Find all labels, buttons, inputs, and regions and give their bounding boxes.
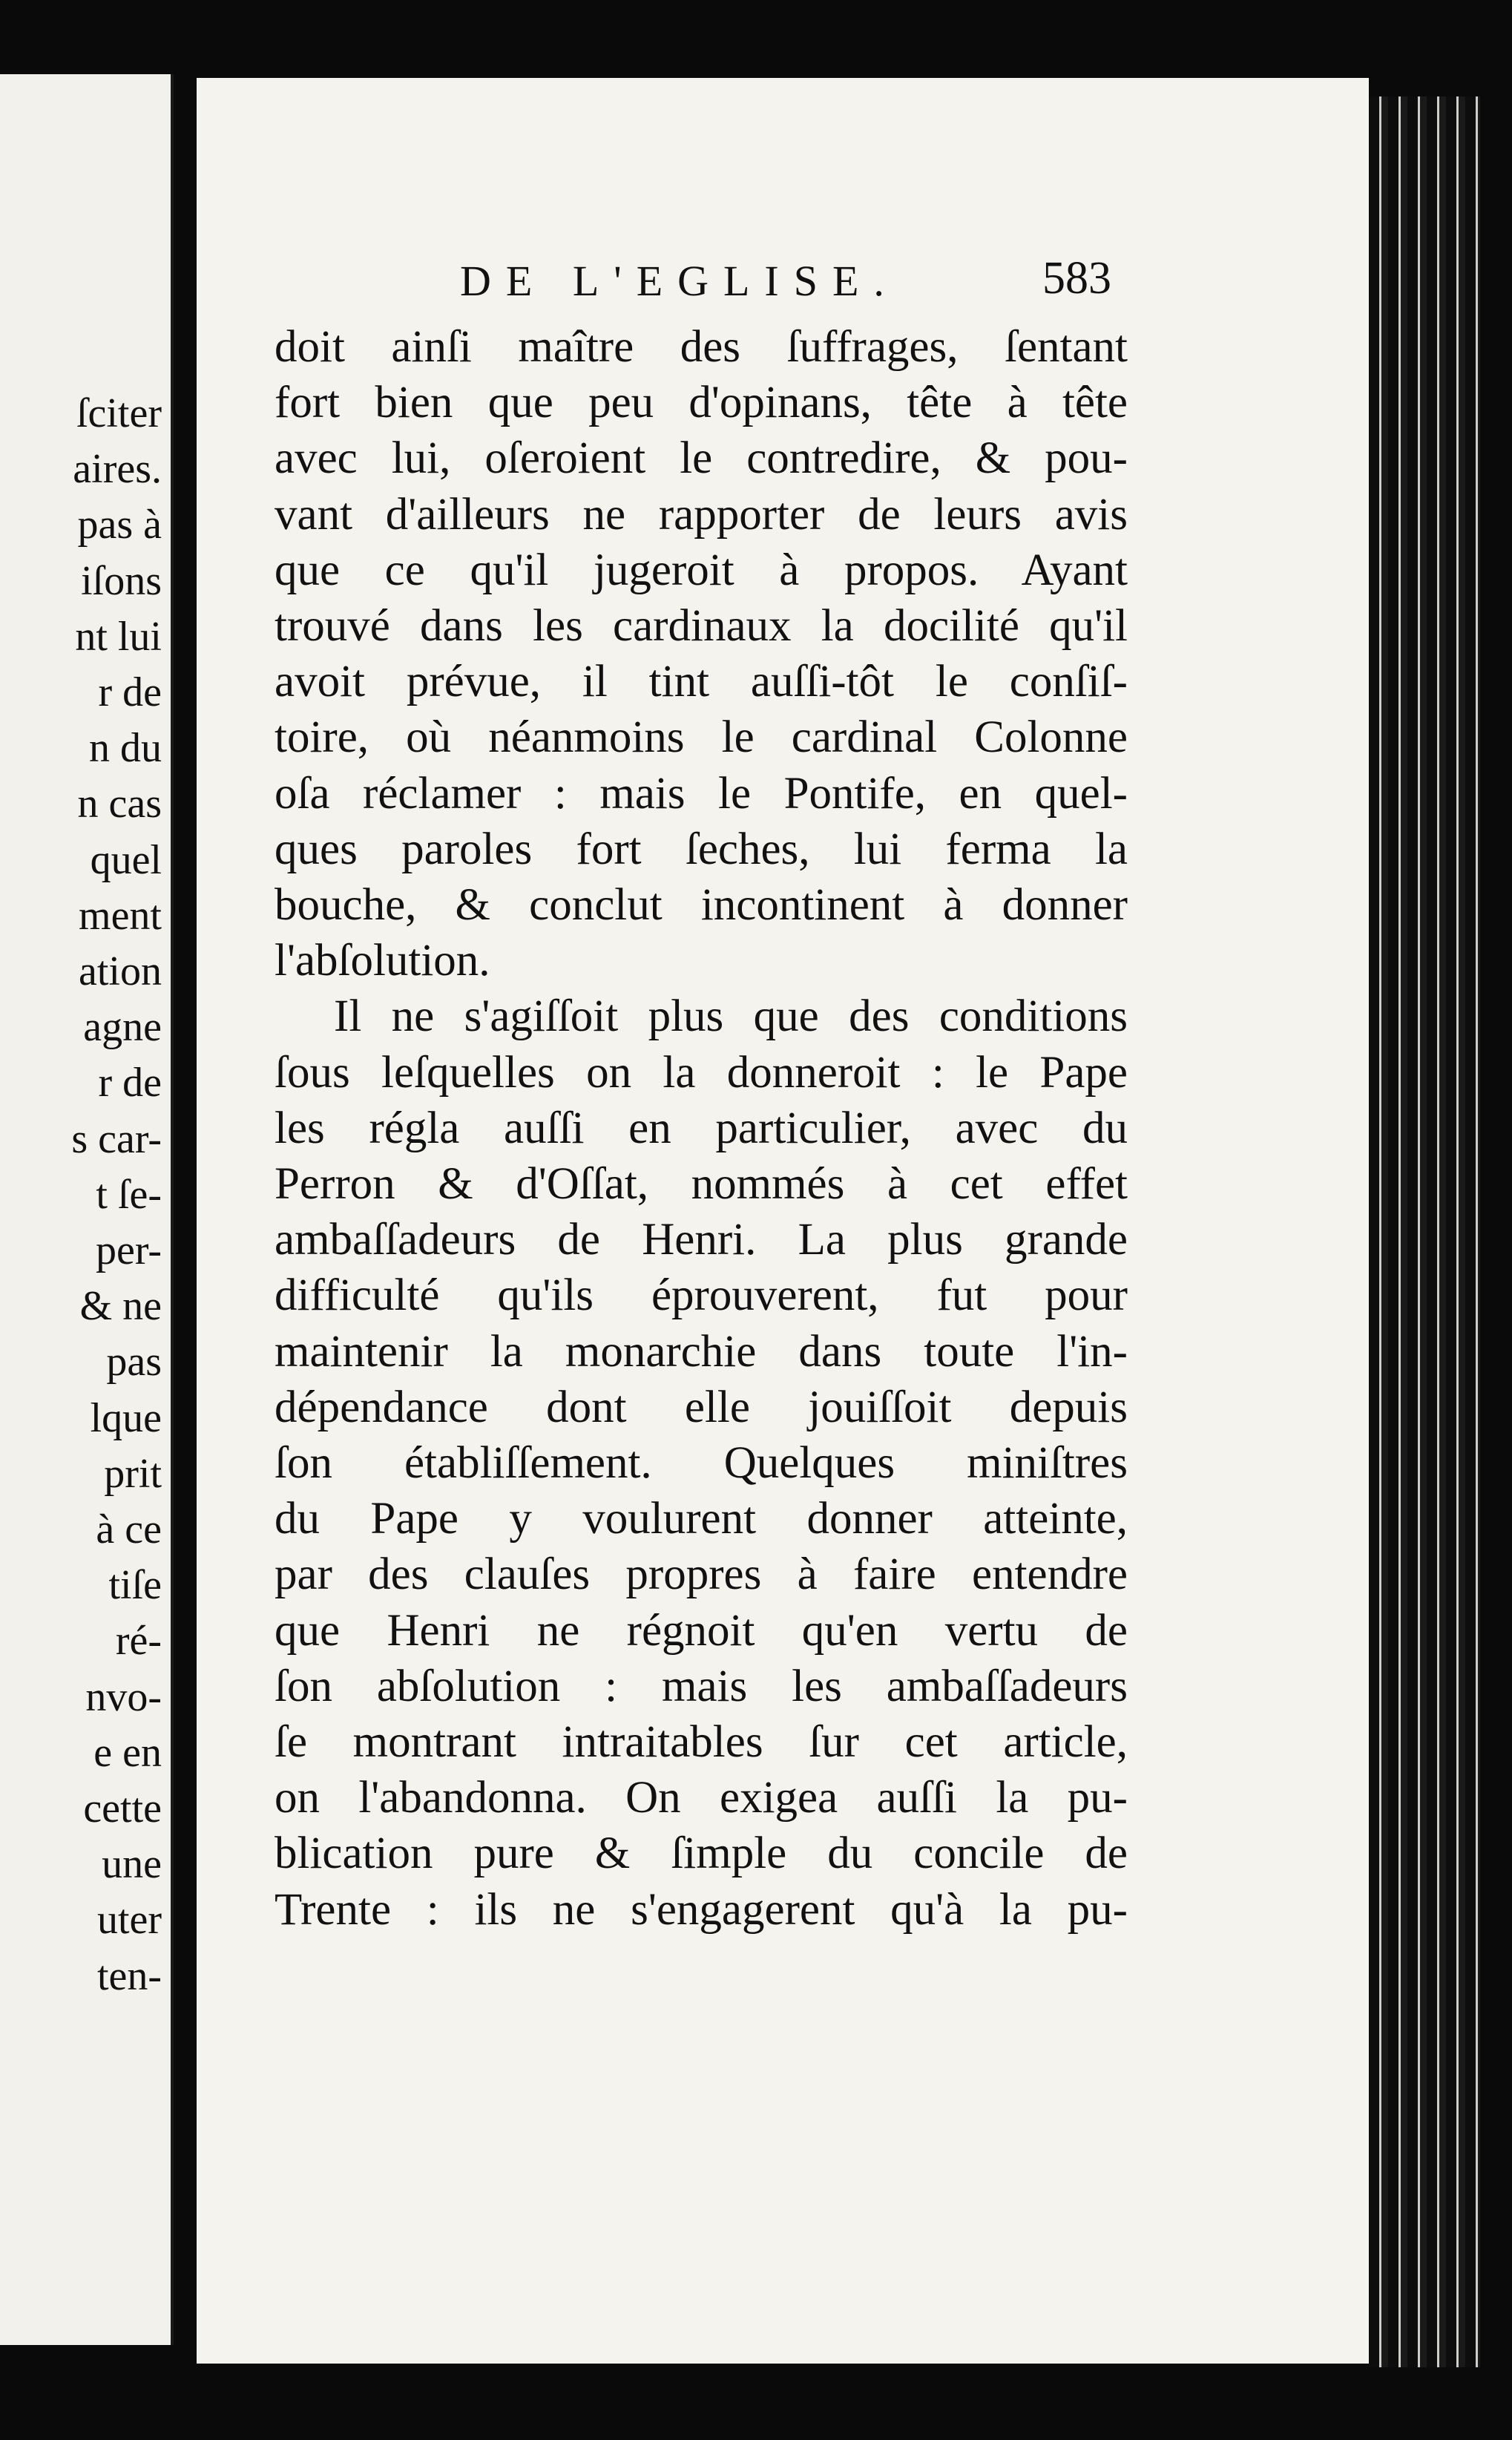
left-page-fragment: n cas bbox=[77, 781, 162, 827]
text-line: dépendance dont elle jouiſſoit depuis bbox=[275, 1382, 1128, 1432]
left-page-fragment: à ce bbox=[96, 1506, 162, 1553]
book-page-edges bbox=[1369, 96, 1480, 2367]
left-page-fragment: tiſe bbox=[108, 1562, 162, 1609]
text-line: trouvé dans les cardinaux la docilité qu'il bbox=[275, 601, 1128, 652]
text-line: fort bien que peu d'opinans, tête à tête bbox=[275, 378, 1128, 428]
left-page-fragment: per- bbox=[95, 1227, 162, 1274]
text-line: ſon établiſſement. Quelques miniſtres bbox=[275, 1438, 1128, 1489]
text-line: bouche, & conclut incontinent à donner bbox=[275, 880, 1128, 931]
body-text bbox=[275, 319, 1128, 1938]
left-page-fragment: r de bbox=[98, 669, 162, 716]
left-page-fragment: e en bbox=[93, 1729, 162, 1776]
text-line: que ce qu'il jugeroit à propos. Ayant bbox=[275, 545, 1128, 595]
text-line: du Pape y voulurent donner atteinte, bbox=[275, 1494, 1128, 1544]
text-line: difficulté qu'ils éprouverent, fut pour bbox=[275, 1270, 1128, 1321]
text-line: on l'abandonna. On exigea auſſi la pu- bbox=[275, 1773, 1128, 1823]
text-line: l'abſolution. bbox=[275, 936, 490, 986]
left-page-fragment: iſons bbox=[81, 557, 162, 604]
left-page-fragment: s car- bbox=[71, 1115, 162, 1162]
left-page-fragment: agne bbox=[83, 1004, 162, 1051]
left-page-fragment: nt lui bbox=[75, 613, 162, 660]
left-page-fragment: quel bbox=[90, 836, 162, 883]
text-line: avoit prévue, il tint auſſi-tôt le conſiſ- bbox=[275, 657, 1128, 707]
left-page-fragment: t ſe- bbox=[96, 1171, 162, 1218]
text-line: Perron & d'Oſſat, nommés à cet effet bbox=[275, 1159, 1128, 1210]
text-line: doit ainſi maître des ſuffrages, ſentant bbox=[275, 322, 1128, 372]
text-line: ſon abſolution : mais les ambaſſadeurs bbox=[275, 1661, 1128, 1711]
text-line: oſa réclamer : mais le Pontife, en quel- bbox=[275, 768, 1128, 819]
text-line: vant d'ailleurs ne rapporter de leurs avis bbox=[275, 489, 1128, 540]
left-page-fragment: pas bbox=[106, 1339, 162, 1385]
left-page-fragment: ſciter bbox=[76, 390, 162, 436]
running-head: DE L'EGLISE. bbox=[460, 257, 899, 305]
left-page-fragment: prit bbox=[104, 1450, 162, 1497]
text-line: ques paroles fort ſeches, lui ferma la bbox=[275, 824, 1128, 874]
text-line: les régla auſſi en particulier, avec du bbox=[275, 1103, 1128, 1153]
text-line: Il ne s'agiſſoit plus que des conditions bbox=[334, 991, 1128, 1042]
left-page-fragment: cette bbox=[83, 1785, 162, 1832]
text-line: Trente : ils ne s'engagerent qu'à la pu- bbox=[275, 1884, 1128, 1935]
left-page-fragment: une bbox=[102, 1841, 162, 1888]
left-page-fragment: ment bbox=[79, 892, 162, 939]
left-page-fragment: pas à bbox=[77, 502, 162, 548]
left-page-fragment: ré- bbox=[115, 1618, 162, 1665]
text-line: ambaſſadeurs de Henri. La plus grande bbox=[275, 1215, 1128, 1265]
left-page-text-fragments bbox=[71, 386, 162, 2004]
page-number: 583 bbox=[1042, 253, 1111, 304]
text-line: toire, où néanmoins le cardinal Colonne bbox=[275, 712, 1128, 763]
text-line: avec lui, oſeroient le contredire, & pou- bbox=[275, 433, 1128, 484]
paragraph-2 bbox=[275, 988, 1128, 1937]
left-page-fragment: ation bbox=[79, 948, 162, 995]
left-page-fragment: r de bbox=[98, 1060, 162, 1106]
left-page-fragment: & ne bbox=[79, 1283, 162, 1330]
text-line: blication pure & ſimple du concile de bbox=[275, 1829, 1128, 1879]
left-page-fragment: nvo- bbox=[85, 1673, 162, 1720]
text-line: ſe montrant intraitables ſur cet article, bbox=[275, 1717, 1128, 1768]
text-line: ſous leſquelles on la donneroit : le Pape bbox=[275, 1047, 1128, 1098]
left-page-fragment: uter bbox=[96, 1897, 162, 1944]
text-line: par des clauſes propres à faire entendre bbox=[275, 1549, 1128, 1600]
facing-left-page bbox=[0, 74, 174, 2345]
left-page-fragment: lque bbox=[90, 1394, 162, 1441]
left-page-fragment: ten- bbox=[96, 1952, 162, 1999]
text-line: maintenir la monarchie dans toute l'in- bbox=[275, 1326, 1128, 1377]
left-page-fragment: n du bbox=[89, 725, 162, 772]
paragraph-1 bbox=[275, 319, 1128, 988]
left-page-fragment: aires. bbox=[73, 446, 162, 493]
text-line: que Henri ne régnoit qu'en vertu de bbox=[275, 1605, 1128, 1656]
